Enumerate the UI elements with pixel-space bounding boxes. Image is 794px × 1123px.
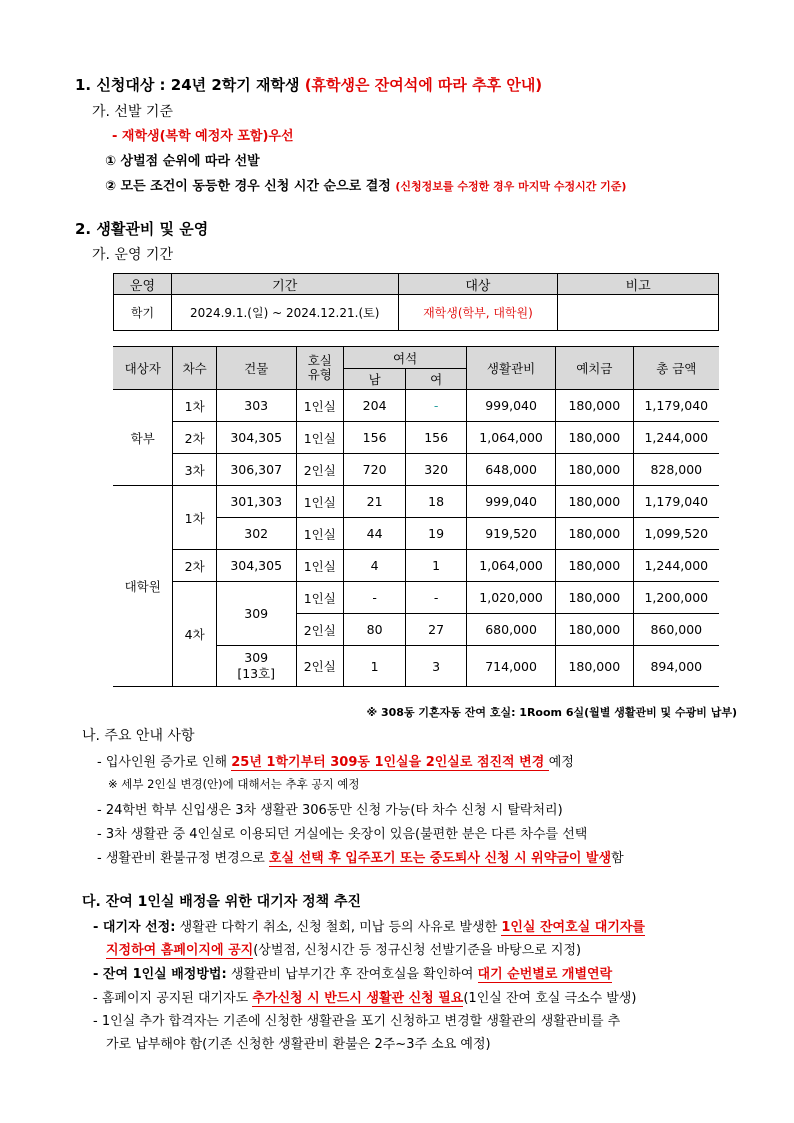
section2-sub-b: 나. 주요 안내 사항 [82,728,195,744]
section1-title-note: (휴학생은 잔여석에 따라 추후 안내) [304,76,543,94]
table-row: 대학원 1차 301,303 1인실 21 18 999,040 180,000 1,179,040 [113,486,719,518]
table-row: 4차 309 1인실 - - 1,020,000 180,000 1,200,000 [113,582,719,614]
table-row: 2차 304,305 1인실 156 156 1,064,000 180,000 1,244,000 [113,422,719,454]
period-table-header: 운영 기간 대상 비고 [114,274,719,295]
criterion-2: ② 모든 조건이 동등한 경우 신청 시간 순으로 결정 (신청정보를 수정한 경우 마지막 수정시간 기준) [105,179,627,194]
criterion-2-note: (신청정보를 수정한 경우 마지막 수정시간 기준) [395,180,627,193]
fee-table: 대상자 차수 건물 호실 유형 여석 생활관비 예치금 총 금액 남 여 학부 1차 303 1인실 204 - 999,040 180,000 1,179,040 2차 304,305 1인실 156 156 1,064,000 180,000 1,244,000 3차 306,307 2인실 720 320 648,000 180,000 828,000 대학원 1차 301,303 1인실 21 18 999,040 180,000 1,179,040 302 1인실 44 19 919,520 180,000 1,099,520 2차 304,305 1인실 4 1 1,064,000 180,000 1,244,000 4차 309 1인실 - - 1,020,000 180,000 1,200,000 2인실 80 27 680,000 180,000 860,000 309 [13호] 2인실 1 3 714,000 180,000 894,000 [113,346,719,687]
notice-2: - 24학번 학부 신입생은 3차 생활관 306동만 신청 가능(타 차수 신청 시 탈락처리) [97,803,563,818]
policy-1-cont: 지정하여 홈페이지에 공지(상벌점, 신청시간 등 정규신청 선발기준을 바탕으로 지정) [106,943,582,958]
policy-3: - 홈페이지 공지된 대기자도 추가신청 시 반드시 생활관 신청 필요(1인실 잔여 호실 극소수 발생) [93,991,637,1006]
section2-title: 2. 생활관비 및 운영 [75,220,209,238]
table-row: 2인실 80 27 680,000 180,000 860,000 [113,614,719,646]
fee-table-header: 대상자 차수 건물 호실 유형 여석 생활관비 예치금 총 금액 [113,347,719,369]
table-row: 2차 304,305 1인실 4 1 1,064,000 180,000 1,244,000 [113,550,719,582]
table-row: 302 1인실 44 19 919,520 180,000 1,099,520 [113,518,719,550]
section2-sub-c: 다. 잔여 1인실 배정을 위한 대기자 정책 추진 [82,894,362,910]
table-row: 309 [13호] 2인실 1 3 714,000 180,000 894,000 [113,646,719,687]
selection-priority: - 재학생(복학 예정자 포함)우선 [112,129,294,144]
section2-sub-a: 가. 운영 기간 [92,247,173,263]
policy-4: - 1인실 추가 합격자는 기존에 신청한 생활관을 포기 신청하고 변경할 생활관의 생활관비를 추 [93,1014,621,1029]
notice-4: - 생활관비 환불규정 변경으로 호실 선택 후 입주포기 또는 중도퇴사 신청 시 위약금이 발생함 [97,851,624,866]
fee-table-footnote: ※ 308동 기혼자동 잔여 호실: 1Room 6실(월별 생활관비 및 수광비 납부) [366,706,737,719]
policy-4-cont: 가로 납부해야 함(기존 신청한 생활관비 환불은 2주~3주 소요 예정) [106,1037,491,1052]
section1-sub-a: 가. 선발 기준 [92,104,173,120]
period-table [113,273,719,331]
criterion-1: ① 상벌점 순위에 따라 선발 [105,154,260,169]
policy-1: - 대기자 선정: 생활관 다학기 취소, 신청 철회, 미납 등의 사유로 발생한 1인실 잔여호실 대기자를 [93,920,645,935]
policy-2: - 잔여 1인실 배정방법: 생활관비 납부기간 후 잔여호실을 확인하여 대기 순번별로 개별연락 [93,967,613,982]
table-row: 3차 306,307 2인실 720 320 648,000 180,000 828,000 [113,454,719,486]
notice-3: - 3차 생활관 중 4인실로 이용되던 거실에는 옷장이 있음(불편한 분은 다른 차수를 선택 [97,827,588,842]
notice-1-sub: ※ 세부 2인실 변경(안)에 대해서는 추후 공지 예정 [108,777,360,791]
table-row: 학부 1차 303 1인실 204 - 999,040 180,000 1,179,040 [113,390,719,422]
notice-1: - 입사인원 증가로 인해 25년 1학기부터 309동 1인실을 2인실로 점진적 변경 예정 [97,755,574,770]
period-table-row: 학기 2024.9.1.(일) ~ 2024.12.21.(토) 재학생(학부, 대학원) [114,295,719,331]
section1-title: 1. 신청대상 : 24년 2학기 재학생 (휴학생은 잔여석에 따라 추후 안내) [75,76,543,94]
